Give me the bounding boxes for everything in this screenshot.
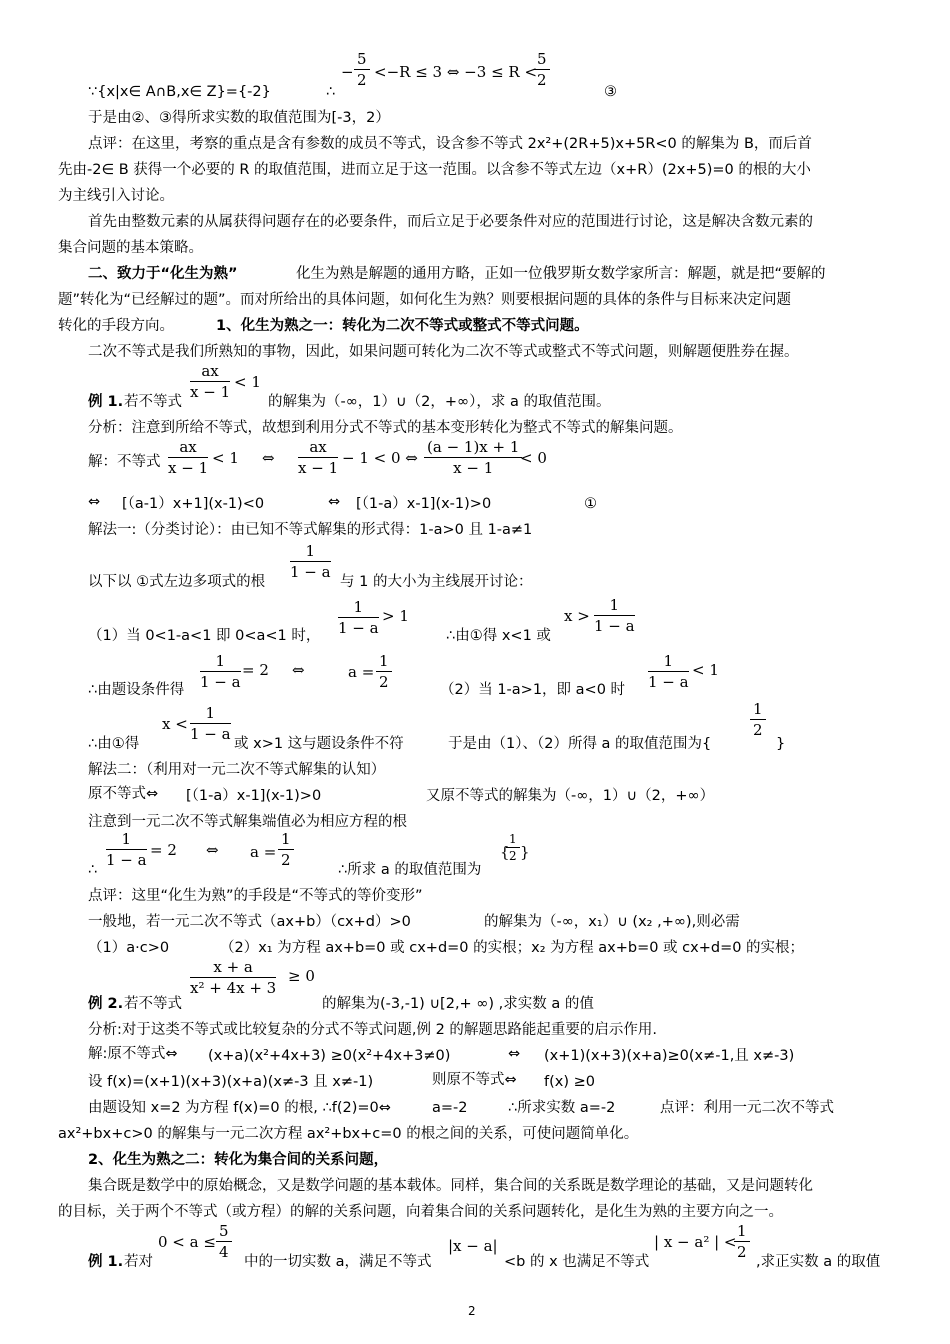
fraction <box>190 362 230 401</box>
text-line: 原不等式⇔ <box>88 786 159 802</box>
text-line: 解法一:（分类讨论）：由已知不等式解集的形式得：1-a>0 且 1-a≠1 <box>88 522 533 538</box>
text-line: （1）a·c>0 <box>88 940 170 956</box>
math-expression: = 2 <box>150 841 177 859</box>
text-line: ,求正实数 a 的取值 <box>756 1254 881 1270</box>
fraction-denominator: 2 <box>357 71 367 89</box>
math-expression: x > <box>564 607 590 625</box>
fraction <box>200 652 241 691</box>
fraction-numerator: x + a <box>190 958 276 978</box>
text-line: a=-2 <box>432 1100 468 1116</box>
fraction-denominator: 2 <box>509 849 517 863</box>
text-line: 分析：注意到所给不等式，故想到利用分式不等式的基本变形转化为整式不等式的解集问题。 <box>88 420 683 436</box>
math-expression: a = <box>250 843 277 861</box>
math-expression: | x − a² | < <box>654 1233 737 1251</box>
math-expression: <−R ≤ 3 ⇔ −3 ≤ R < <box>374 63 538 81</box>
text-line: ∴所求 a 的取值范围为 <box>338 862 482 878</box>
text-line: ∴ <box>326 84 336 100</box>
fraction-denominator: x − 1 <box>168 459 209 477</box>
text-line: 若对 <box>124 1254 153 1270</box>
fraction-numerator: 5 <box>354 50 370 70</box>
text-line: [（1-a）x-1](x-1)>0 <box>356 496 492 512</box>
math-expression: < 1 <box>212 449 239 467</box>
text-line: 为主线引入讨论。 <box>58 188 174 204</box>
text-line: ∴由①得 <box>88 736 140 752</box>
text-line: 点评：这里“化生为熟”的手段是“不等式的等价变形” <box>88 888 423 904</box>
math-expression: < 0 <box>520 449 547 467</box>
fraction <box>354 50 370 89</box>
fraction <box>190 958 276 997</box>
text-line: 注意到一元二次不等式解集端值必为相应方程的根 <box>88 814 407 830</box>
fraction-numerator: 1 <box>106 830 147 850</box>
fraction-denominator: x − 1 <box>298 459 339 477</box>
text-line: （2）x₁ 为方程 ax+b=0 或 cx+d=0 的实根；x₂ 为方程 ax+b=0 或 cx+d=0 的实根； <box>220 940 805 956</box>
text-line: (x+1)(x+3)(x+a)≥0(x≠-1,且 x≠-3) <box>544 1048 795 1064</box>
text-line: （1）当 0<1-a<1 即 0<a<1 时， <box>88 628 321 644</box>
math-expression: − 1 < 0 ⇔ <box>342 449 418 467</box>
math-expression: > 1 <box>382 607 409 625</box>
fraction-numerator: 5 <box>216 1222 232 1242</box>
equivalence-symbol: ⇔ <box>292 661 305 679</box>
fraction-numerator: ax <box>298 438 338 458</box>
fraction <box>106 830 147 869</box>
text-line: f(x) ≥0 <box>544 1074 595 1090</box>
text-line: 转化的手段方向。 <box>58 318 174 334</box>
text-line: } <box>776 736 786 752</box>
fraction <box>376 652 392 691</box>
fraction-denominator: 1 − a <box>190 725 231 743</box>
text-line: 则原不等式⇔ <box>432 1072 517 1088</box>
text-line: 点评：在这里，考察的重点是含有参数的成员不等式，设含参不等式 2x²+(2R+5)x+5R<0 的解集为 B，而后首 <box>88 136 812 152</box>
fraction <box>648 652 689 691</box>
fraction <box>338 598 379 637</box>
fraction-numerator: 1 <box>648 652 689 672</box>
text-line: 解:原不等式⇔ <box>88 1046 178 1062</box>
section-heading: 二、致力于“化生为熟” <box>88 266 238 282</box>
math-expression: x < <box>162 715 188 733</box>
equivalence-symbol: ⇔ <box>206 841 219 859</box>
fraction-denominator: 2 <box>737 1243 747 1261</box>
fraction <box>534 50 550 89</box>
text-line: 又原不等式的解集为（-∞，1）∪（2，+∞） <box>426 788 715 804</box>
fraction <box>190 704 231 743</box>
page-number: 2 <box>468 1304 476 1318</box>
fraction <box>594 596 635 635</box>
fraction <box>168 438 208 477</box>
example-label: 例 2. <box>88 996 124 1012</box>
math-expression: < 1 <box>234 373 261 391</box>
text-line: 一般地，若一元二次不等式（ax+b）（cx+d）>0 <box>88 914 411 930</box>
text-line: 由题设知 x=2 为方程 f(x)=0 的根, ∴f(2)=0⇔ <box>88 1100 391 1116</box>
fraction <box>750 700 766 739</box>
math-expression: < 1 <box>692 661 719 679</box>
math-expression: 0 < a ≤ <box>158 1233 216 1251</box>
text-line: ∴ <box>88 862 98 878</box>
text-line: 若不等式 <box>124 996 182 1012</box>
fraction-numerator: 1 <box>200 652 241 672</box>
text-line: ∵{x|x∈ A∩B,x∈ Z}={-2} <box>88 84 271 100</box>
text-line: 的解集为（-∞，1）∪（2，+∞），求 a 的取值范围。 <box>268 394 611 410</box>
equivalence-symbol: ⇔ <box>88 494 101 510</box>
text-line: 题”转化为“已经解过的题”。而对所给出的具体问题，如何化生为熟？则要根据问题的具体的条件与目标来决定问题 <box>58 292 792 308</box>
brace: } <box>520 843 530 861</box>
text-line: 若不等式 <box>124 394 182 410</box>
fraction-denominator: 2 <box>379 673 389 691</box>
text-line: ∴所求实数 a=-2 <box>508 1100 616 1116</box>
fraction-numerator: 1 <box>594 596 635 616</box>
subsection-heading: 1、化生为熟之一：转化为二次不等式或整式不等式问题。 <box>216 318 589 334</box>
fraction-denominator: 1 − a <box>338 619 379 637</box>
text-line: 二次不等式是我们所熟知的事物，因此，如果问题可转化为二次不等式或整式不等式问题，则解题便胜券在握。 <box>88 344 799 360</box>
fraction <box>278 830 294 869</box>
equivalence-symbol: ⇔ <box>508 1046 521 1062</box>
fraction-denominator: 1 − a <box>648 673 689 691</box>
text-line: 的解集为(-3,-1) ∪[2,+ ∞) ,求实数 a 的值 <box>322 996 594 1012</box>
fraction-denominator: 1 − a <box>290 563 331 581</box>
math-sign: − <box>341 63 354 81</box>
fraction-numerator: (a − 1)x + 1 <box>424 438 522 458</box>
fraction-denominator: 2 <box>537 71 547 89</box>
text-line: 的目标，关于两个不等式（或方程）的解的关系问题，向着集合间的关系问题转化，是化生为熟的主要方向之一。 <box>58 1204 783 1220</box>
text-line: 解：不等式 <box>88 454 161 470</box>
text-line: 先由-2∈ B 获得一个必要的 R 的取值范围，进而立足于这一范围。以含参不等式左边（x+R）(2x+5)=0 的根的大小 <box>58 162 811 178</box>
text-line: 点评：利用一元二次不等式 <box>660 1100 834 1116</box>
text-line: 的解集为（-∞，x₁）∪ (x₂ ,+∞),则必需 <box>484 914 740 930</box>
equivalence-symbol: ⇔ <box>262 449 275 467</box>
text-line: 化生为熟是解题的通用方略，正如一位俄罗斯女数学家所言：解题，就是把“要解的 <box>296 266 826 282</box>
fraction-numerator: 1 <box>734 1222 750 1242</box>
fraction <box>290 542 331 581</box>
math-expression: |x − a| <box>448 1237 498 1255</box>
text-line: 于是由②、③得所求实数的取值范围为[-3，2） <box>88 110 390 126</box>
fraction-numerator: 1 <box>750 700 766 720</box>
text-line: 分析:对于这类不等式或比较复杂的分式不等式问题,例 2 的解题思路能起重要的启示作用. <box>88 1022 658 1038</box>
fraction-denominator: 2 <box>281 851 291 869</box>
subsection-heading: 2、化生为熟之二：转化为集合间的关系问题， <box>88 1152 389 1168</box>
fraction-numerator: 1 <box>190 704 231 724</box>
fraction-numerator: ax <box>168 438 208 458</box>
equivalence-symbol: ⇔ <box>328 494 341 510</box>
text-line: 集合问题的基本策略。 <box>58 240 203 256</box>
fraction-numerator: 1 <box>376 652 392 672</box>
circled-number: ③ <box>604 84 617 100</box>
fraction-denominator: x − 1 <box>190 383 231 401</box>
text-line: (x+a)(x²+4x+3) ≥0(x²+4x+3≠0) <box>208 1048 451 1064</box>
fraction-denominator: 2 <box>753 721 763 739</box>
brace: { <box>500 843 510 861</box>
text-line: [（a-1）x+1](x-1)<0 <box>122 496 265 512</box>
fraction <box>298 438 338 477</box>
text-line: 集合既是数学中的原始概念，又是数学问题的基本载体。同样，集合间的关系既是数学理论的基础，又是问题转化 <box>88 1178 813 1194</box>
fraction-numerator: ax <box>190 362 230 382</box>
fraction-denominator: 1 − a <box>594 617 635 635</box>
fraction <box>734 1222 750 1261</box>
text-line: 首先由整数元素的从属获得问题存在的必要条件，而后立足于必要条件对应的范围进行讨论，这是解决含数元素的 <box>88 214 813 230</box>
fraction <box>506 832 520 863</box>
text-line: （2）当 1-a>1，即 a<0 时 <box>440 682 626 698</box>
fraction-denominator: x − 1 <box>453 459 494 477</box>
text-line: 设 f(x)=(x+1)(x+3)(x+a)(x≠-3 且 x≠-1) <box>88 1074 374 1090</box>
fraction-denominator: x² + 4x + 3 <box>190 979 277 997</box>
text-line: 或 x>1 这与题设条件不符 <box>234 736 404 752</box>
text-line: ∴由①得 x<1 或 <box>446 628 551 644</box>
text-line: ∴由题设条件得 <box>88 682 185 698</box>
fraction <box>216 1222 232 1261</box>
text-line: 中的一切实数 a，满足不等式 <box>244 1254 432 1270</box>
fraction <box>424 438 522 477</box>
math-expression: = 2 <box>242 661 269 679</box>
fraction-denominator: 4 <box>219 1243 229 1261</box>
fraction-denominator: 1 − a <box>106 851 147 869</box>
text-line: 以下以 ①式左边多项式的根 <box>88 574 266 590</box>
text-line: [（1-a）x-1](x-1)>0 <box>186 788 322 804</box>
text-line: 于是由（1）、（2）所得 a 的取值范围为{ <box>448 736 712 752</box>
example-label: 例 1. <box>88 1254 124 1270</box>
fraction-numerator: 1 <box>290 542 331 562</box>
text-line: 解法二：（利用对一元二次不等式解集的认知） <box>88 762 386 778</box>
text-line: 与 1 的大小为主线展开讨论： <box>340 574 533 590</box>
fraction-numerator: 5 <box>534 50 550 70</box>
circled-number: ① <box>584 496 597 512</box>
math-expression: ≥ 0 <box>288 967 315 985</box>
text-line: ax²+bx+c>0 的解集与一元二次方程 ax²+bx+c=0 的根之间的关系，可使问题简单化。 <box>58 1126 639 1142</box>
math-expression: a = <box>348 663 375 681</box>
fraction-numerator: 1 <box>278 830 294 850</box>
fraction-numerator: 1 <box>506 832 520 848</box>
text-line: <b 的 x 也满足不等式 <box>504 1254 650 1270</box>
fraction-denominator: 1 − a <box>200 673 241 691</box>
example-label: 例 1. <box>88 394 124 410</box>
fraction-numerator: 1 <box>338 598 379 618</box>
